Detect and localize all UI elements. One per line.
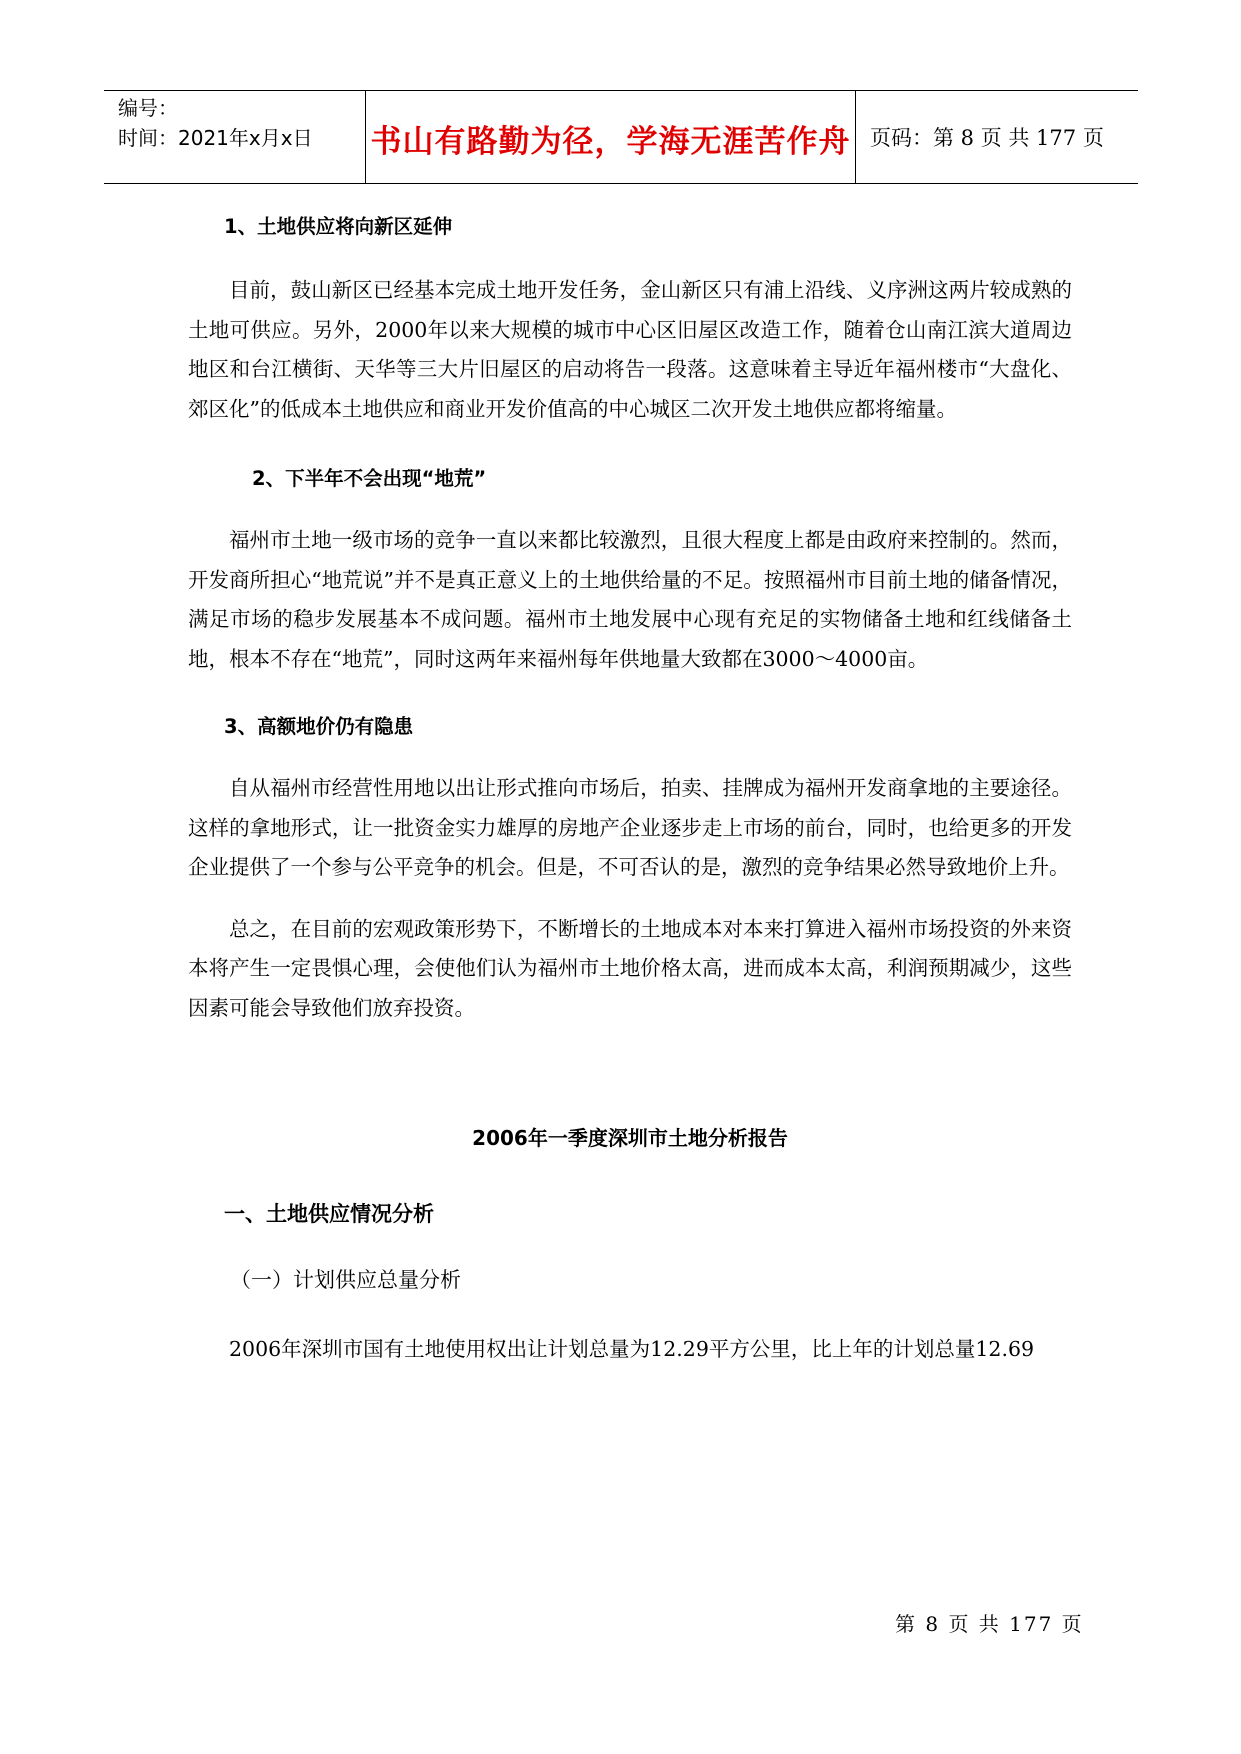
page-footer: 第 8 页 共 177 页 xyxy=(895,1612,1084,1636)
number-label: 编号： xyxy=(118,96,178,120)
section-3-title: 3、高额地价仍有隐患 xyxy=(224,715,414,738)
section-3-paragraph-2: 总之，在目前的宏观政策形势下，不断增长的土地成本对本来打算进入福州市场投资的外来资本将产生一定畏惧心理，会使他们认为福州市土地价格太高，进而成本太高，利润预期减少，这些因素可能会导致他们放弃投资。 xyxy=(188,916,1072,1020)
section-2-paragraph: 福州市土地一级市场的竞争一直以来都比较激烈，且很大程度上都是由政府来控制的。然而，开发商所担心“地荒说”并不是真正意义上的土地供给量的不足。按照福州市目前土地的储备情况，满足市场的稳步发展基本不成问题。福州市土地发展中心现有充足的实物储备土地和红线储备土地，根本不存在“地荒”，同时这两年来福州每年供地量大致都在3000～4000亩。 xyxy=(188,528,1072,671)
report-section-1-title: 一、土地供应情况分析 xyxy=(224,1202,434,1226)
header-page-label: 页码：第 8 页 共 177 页 xyxy=(870,126,1104,150)
report-subsection-title: （一）计划供应总量分析 xyxy=(230,1268,461,1292)
time-label: 时间：2021年x月x日 xyxy=(118,126,313,150)
report-paragraph: 2006年深圳市国有土地使用权出让计划总量为12.29平方公里，比上年的计划总量12.69 xyxy=(229,1337,1035,1361)
report-title: 2006年一季度深圳市土地分析报告 xyxy=(472,1126,788,1150)
header-meta xyxy=(104,91,366,183)
header-motto: 书山有路勤为径，学海无涯苦作舟 xyxy=(366,91,856,183)
section-1-title: 1、土地供应将向新区延伸 xyxy=(224,215,453,238)
section-3-paragraph-1: 自从福州市经营性用地以出让形式推向市场后，拍卖、挂牌成为福州开发商拿地的主要途径。这样的拿地形式，让一批资金实力雄厚的房地产企业逐步走上市场的前台，同时，也给更多的开发企业提供了一个参与公平竞争的机会。但是，不可否认的是，激烈的竞争结果必然导致地价上升。 xyxy=(188,776,1072,879)
section-1-paragraph: 目前，鼓山新区已经基本完成土地开发任务，金山新区只有浦上沿线、义序洲这两片较成熟的土地可供应。另外，2000年以来大规模的城市中心区旧屋区改造工作，随着仓山南江滨大道周边地区和台江横街、天华等三大片旧屋区的启动将告一段落。这意味着主导近年福州楼市“大盘化、郊区化”的低成本土地供应和商业开发价值高的中心城区二次开发土地供应都将缩量。 xyxy=(188,278,1072,421)
page-header xyxy=(104,90,1138,184)
section-2-title: 2、下半年不会出现“地荒” xyxy=(252,467,487,490)
document-body xyxy=(188,205,1072,1370)
